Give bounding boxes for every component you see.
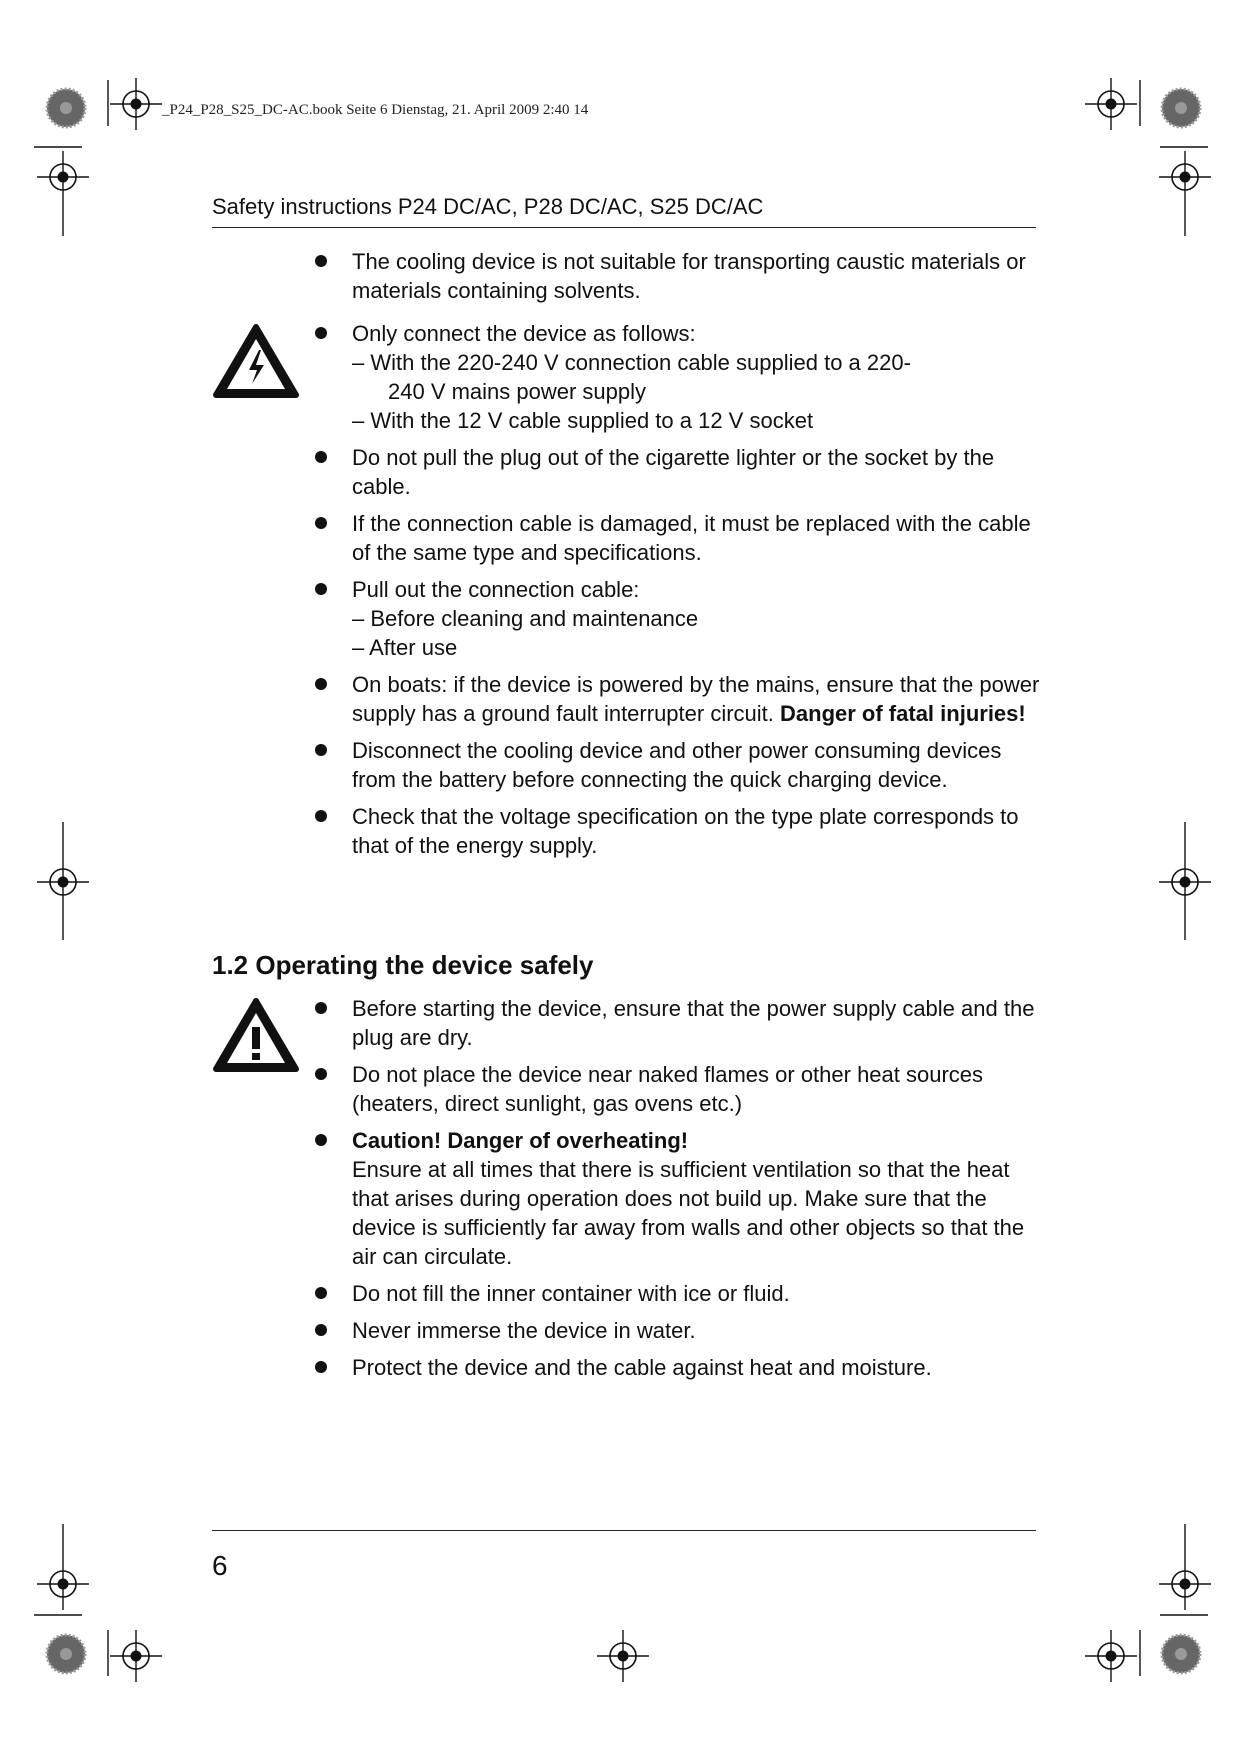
safety-list-operation xyxy=(316,994,1040,1390)
footer-rule xyxy=(212,1530,1036,1531)
exclamation-warning-icon xyxy=(212,997,300,1075)
list-item: Do not place the device near naked flames or other heat sources (heaters, direct sunlight, gas ovens etc.) xyxy=(316,1060,1040,1118)
list-item: Before starting the device, ensure that the power supply cable and the plug are dry. xyxy=(316,994,1040,1052)
list-item: Check that the voltage specification on the type plate corresponds to that of the energy supply. xyxy=(316,802,1040,860)
list-item: Pull out the connection cable: – Before cleaning and maintenance – After use xyxy=(316,575,1040,662)
list-item: Never immerse the device in water. xyxy=(316,1316,1040,1345)
list-item: Protect the device and the cable against heat and moisture. xyxy=(316,1353,1040,1382)
list-item: Only connect the device as follows: – With the 220-240 V connection cable supplied to a 220- 240 V mains power supply – With the 12 V cable supplied to a 12 V socket xyxy=(316,319,1040,435)
list-item: Do not pull the plug out of the cigarette lighter or the socket by the cable. xyxy=(316,443,1040,501)
header-rule xyxy=(212,227,1036,228)
list-item: The cooling device is not suitable for transporting caustic materials or materials containing solvents. xyxy=(316,247,1040,305)
print-info: _P24_P28_S25_DC-AC.book Seite 6 Dienstag, 21. April 2009 2:40 14 xyxy=(162,102,589,118)
list-item: If the connection cable is damaged, it must be replaced with the cable of the same type and specifications. xyxy=(316,509,1040,567)
safety-list-connection xyxy=(316,247,1040,868)
electric-hazard-icon xyxy=(212,323,300,401)
section-heading: 1.2 Operating the device safely xyxy=(212,950,594,980)
list-item: Caution! Danger of overheating! Ensure at all times that there is sufficient ventilation so that the heat that arises during operation does not build up. Make sure that the device is sufficiently far away from walls and other objects so that the air can circulate. xyxy=(316,1126,1040,1271)
list-item: Do not fill the inner container with ice or fluid. xyxy=(316,1279,1040,1308)
list-item: On boats: if the device is powered by the mains, ensure that the power supply has a ground fault interrupter circuit. Danger of fatal injuries! xyxy=(316,670,1040,728)
page-header-title: Safety instructions P24 DC/AC, P28 DC/AC, S25 DC/AC xyxy=(212,194,764,219)
page-number: 6 xyxy=(212,1550,228,1581)
list-item: Disconnect the cooling device and other power consuming devices from the battery before connecting the quick charging device. xyxy=(316,736,1040,794)
